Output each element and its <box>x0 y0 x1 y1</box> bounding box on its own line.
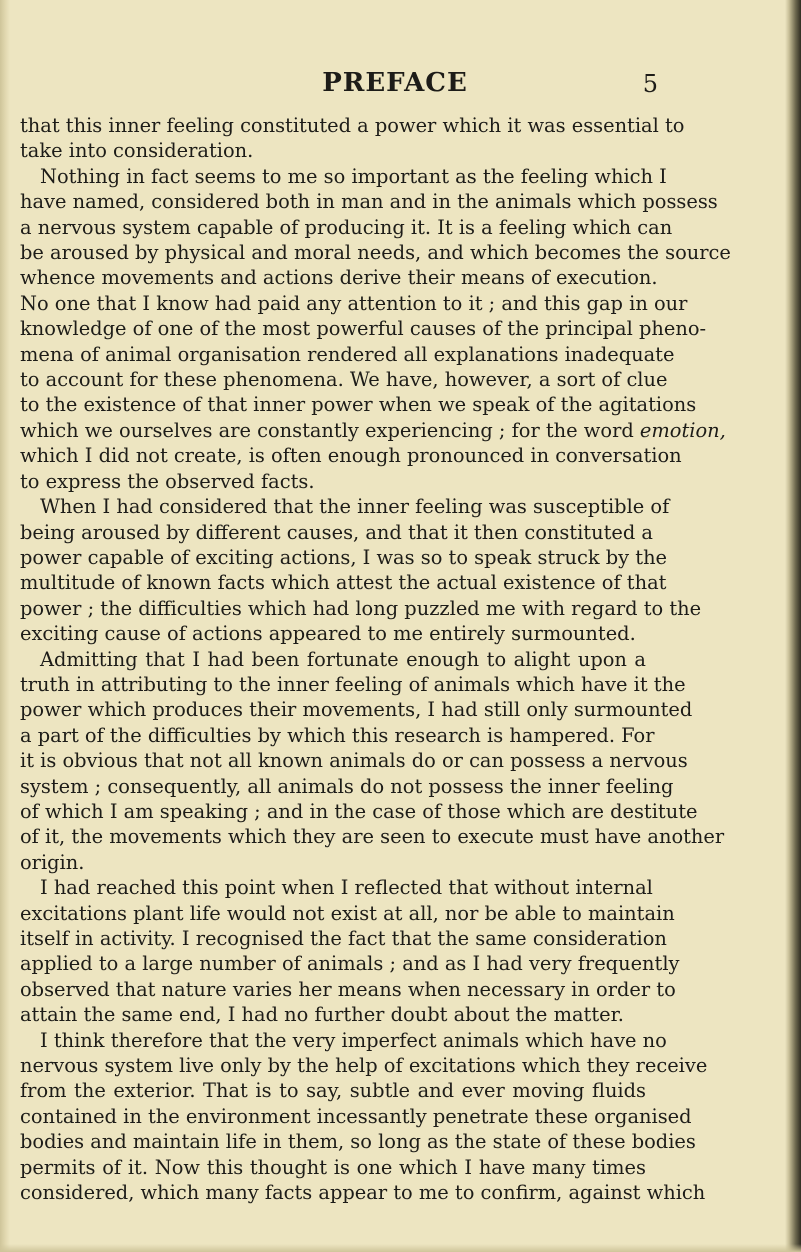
text-line: permits of it. Now this thought is one which I have many times <box>20 1155 646 1179</box>
text-line: multitude of known facts which attest the actual existence of that <box>20 571 667 595</box>
text-line: being aroused by different causes, and that it then constituted a <box>20 520 653 544</box>
text-line-with-emphasis <box>20 418 726 443</box>
text-line: mena of animal organisation rendered all explanations inadequate <box>20 342 675 366</box>
text-line: origin. <box>20 850 85 874</box>
text-line: have named, considered both in man and in the animals which possess <box>20 190 718 214</box>
text-line: contained in the environment incessantly penetrate these organised <box>20 1104 692 1128</box>
text-line: it is obvious that not all known animals do or can possess a nervous <box>20 749 688 773</box>
text-line: excitations plant life would not exist at all, nor be able to maintain <box>20 901 675 925</box>
page-left-edge-shadow <box>0 0 10 1252</box>
text-line: attain the same end, I had no further doubt about the matter. <box>20 1003 624 1027</box>
text-line: nervous system live only by the help of excitations which they receive <box>20 1054 708 1078</box>
text-line: that this inner feeling constituted a power which it was essential to <box>20 114 685 137</box>
text-segment: which we ourselves are constantly experiencing ; for the word <box>20 418 640 442</box>
page-number: 5 <box>642 70 658 98</box>
text-line: of it, the movements which they are seen to execute must have another <box>20 825 725 849</box>
text-line: a nervous system capable of producing it. It is a feeling which can <box>20 215 673 239</box>
running-title: PREFACE <box>322 68 468 98</box>
text-line: a part of the difficulties by which this research is hampered. For <box>20 723 655 747</box>
emphasis-word: emotion, <box>639 418 726 442</box>
paragraph-3 <box>20 494 702 646</box>
text-line: observed that nature varies her means when necessary in order to <box>20 977 676 1001</box>
text-line: truth in attributing to the inner feeling of animals which have it the <box>20 672 686 696</box>
text-line: itself in activity. I recognised the fact that the same consideration <box>20 927 667 950</box>
text-line: to express the observed facts. <box>20 469 315 493</box>
text-line: When I had considered that the inner feeling was susceptible of <box>40 495 670 519</box>
text-line: bodies and maintain life in them, so long as the state of these bodies <box>20 1130 696 1154</box>
text-line: to the existence of that inner power when we speak of the agitations <box>20 393 697 417</box>
page-bottom-edge <box>0 1244 801 1252</box>
paragraph-2 <box>20 164 731 494</box>
text-line: knowledge of one of the most powerful causes of the principal pheno- <box>20 317 707 341</box>
page-binding-shadow <box>785 0 801 1252</box>
text-line: whence movements and actions derive their means of execution. <box>20 266 658 290</box>
text-line: from the exterior. That is to say, subtle and ever moving fluids <box>20 1079 646 1103</box>
text-line: be aroused by physical and moral needs, and which becomes the source <box>20 241 731 265</box>
text-line: power capable of exciting actions, I was so to speak struck by the <box>20 545 668 569</box>
paragraph-1 <box>20 113 685 164</box>
paragraph-5 <box>20 875 680 1027</box>
text-line: No one that I know had paid any attention to it ; and this gap in our <box>20 291 688 315</box>
text-line: take into consideration. <box>20 139 254 163</box>
text-line: Admitting that I had been fortunate enough to alight upon a <box>40 647 646 671</box>
text-line: power which produces their movements, I had still only surmounted <box>20 698 693 722</box>
text-line: system ; consequently, all animals do not possess the inner feeling <box>20 774 674 798</box>
paragraph-4 <box>20 647 725 876</box>
text-line: exciting cause of actions appeared to me entirely surmounted. <box>20 622 636 646</box>
text-line: to account for these phenomena. We have, however, a sort of clue <box>20 368 668 392</box>
text-line: Nothing in fact seems to me so important as the feeling which I <box>40 164 667 188</box>
text-line: applied to a large number of animals ; and as I had very frequently <box>20 952 680 976</box>
text-line: of which I am speaking ; and in the case of those which are destitute <box>20 799 698 823</box>
text-line: power ; the difficulties which had long puzzled me with regard to the <box>20 596 702 620</box>
paragraph-6 <box>20 1028 708 1206</box>
page-header <box>0 68 801 104</box>
body-text <box>20 113 731 1205</box>
text-line: considered, which many facts appear to me to confirm, against which <box>20 1181 706 1205</box>
text-line: which I did not create, is often enough pronounced in conversation <box>20 444 682 468</box>
text-line: I had reached this point when I reflected that without internal <box>40 876 653 900</box>
text-line: I think therefore that the very imperfect animals which have no <box>40 1028 667 1052</box>
